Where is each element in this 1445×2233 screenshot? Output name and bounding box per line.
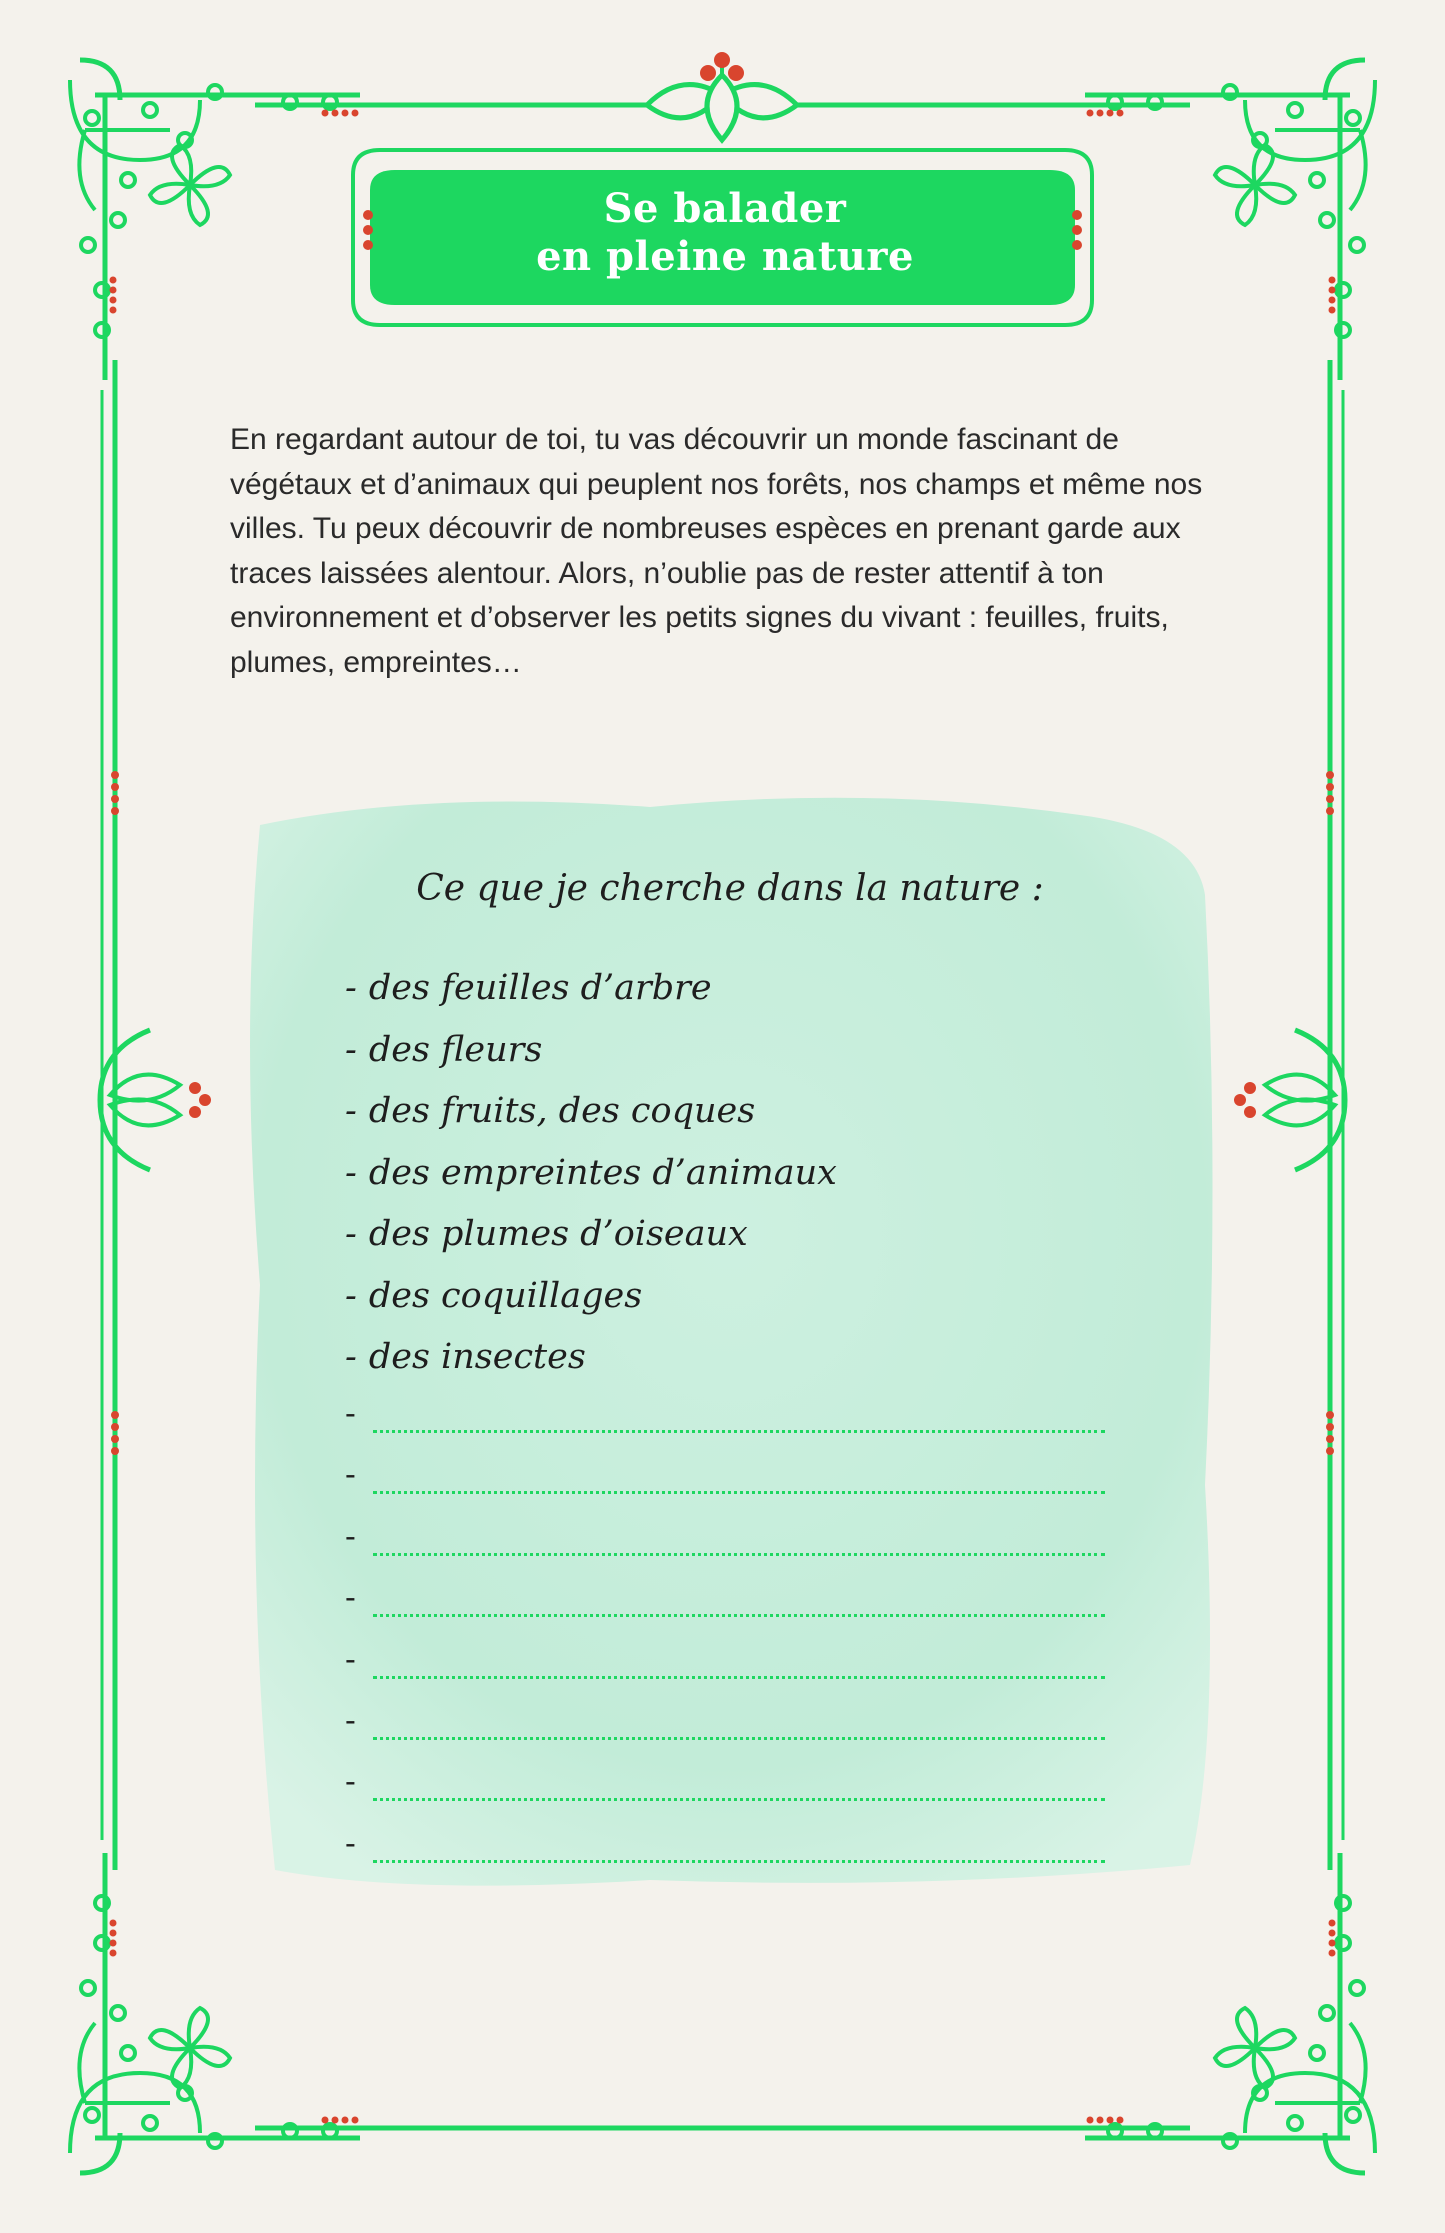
list-item — [345, 1020, 837, 1082]
list-item-label: des coquillages — [368, 1275, 643, 1316]
write-in-line[interactable] — [345, 1451, 1105, 1512]
page-title-line-2: en pleine nature — [536, 232, 914, 280]
list-dash: - — [345, 1516, 356, 1555]
dotted-line — [373, 1553, 1105, 1556]
list-dash: - — [345, 1455, 356, 1494]
write-in-line[interactable] — [345, 1758, 1105, 1819]
list-item — [345, 1204, 837, 1266]
list-item-label: des fruits, des coques — [368, 1091, 756, 1131]
title-banner — [390, 150, 1060, 315]
write-in-line[interactable] — [345, 1513, 1105, 1574]
list-item-label: des fleurs — [368, 1029, 543, 1070]
list-dash: - — [345, 1214, 357, 1254]
list-item — [345, 1266, 837, 1328]
write-in-line[interactable] — [345, 1697, 1105, 1758]
dotted-line — [373, 1798, 1105, 1801]
list-item — [345, 1143, 837, 1205]
dotted-line — [373, 1860, 1105, 1863]
list-dash: - — [345, 1578, 356, 1617]
list-dash: - — [345, 968, 357, 1008]
list-dash: - — [345, 1275, 357, 1316]
checklist-heading: Ce que je cherche dans la nature : — [416, 868, 1044, 909]
berry-leaf-icon — [647, 52, 797, 140]
list-item-label: des empreintes d’animaux — [368, 1152, 837, 1193]
write-in-line[interactable] — [345, 1820, 1105, 1881]
floral-corner-icon — [1085, 60, 1375, 380]
page-title-line-1: Se balader — [603, 184, 847, 232]
dotted-line — [373, 1737, 1105, 1740]
list-dash: - — [345, 1639, 356, 1678]
write-in-lines — [345, 1390, 1105, 1881]
list-item — [345, 1081, 837, 1143]
dotted-line — [373, 1614, 1105, 1617]
dotted-line — [373, 1676, 1105, 1679]
list-item-label: des insectes — [368, 1337, 586, 1377]
write-in-line[interactable] — [345, 1636, 1105, 1697]
intro-paragraph: En regardant autour de toi, tu vas découvrir un monde fascinant de végétaux et d’animaux qui peuplent nos forêts, nos champs et même nos villes. Tu peux découvrir de nombreuses espèces en prenant garde aux traces laissées alentour. Alors, n’oublie pas de rester attentif à ton environnement et d’observer les petits signes du vivant : feuilles, fruits, plumes, empreintes… — [230, 423, 1203, 679]
list-dash: - — [345, 1152, 357, 1193]
floral-corner-icon — [1085, 1853, 1375, 2173]
checklist — [345, 958, 837, 1389]
list-item — [345, 1327, 837, 1389]
dotted-line — [373, 1491, 1105, 1494]
list-dash: - — [345, 1394, 356, 1432]
list-dash: - — [345, 1091, 357, 1131]
list-dash: - — [345, 1700, 356, 1739]
list-item-label: des plumes d’oiseaux — [368, 1214, 748, 1254]
write-in-line[interactable] — [345, 1390, 1105, 1451]
list-dash: - — [345, 1762, 356, 1801]
write-in-line[interactable] — [345, 1574, 1105, 1635]
floral-corner-icon — [70, 1853, 360, 2173]
list-dash: - — [345, 1823, 356, 1862]
floral-corner-icon — [70, 60, 360, 380]
list-item — [345, 958, 837, 1020]
list-item-label: des feuilles d’arbre — [368, 968, 712, 1008]
list-dash: - — [345, 1029, 357, 1070]
dotted-line — [373, 1430, 1105, 1433]
list-dash: - — [345, 1337, 357, 1377]
